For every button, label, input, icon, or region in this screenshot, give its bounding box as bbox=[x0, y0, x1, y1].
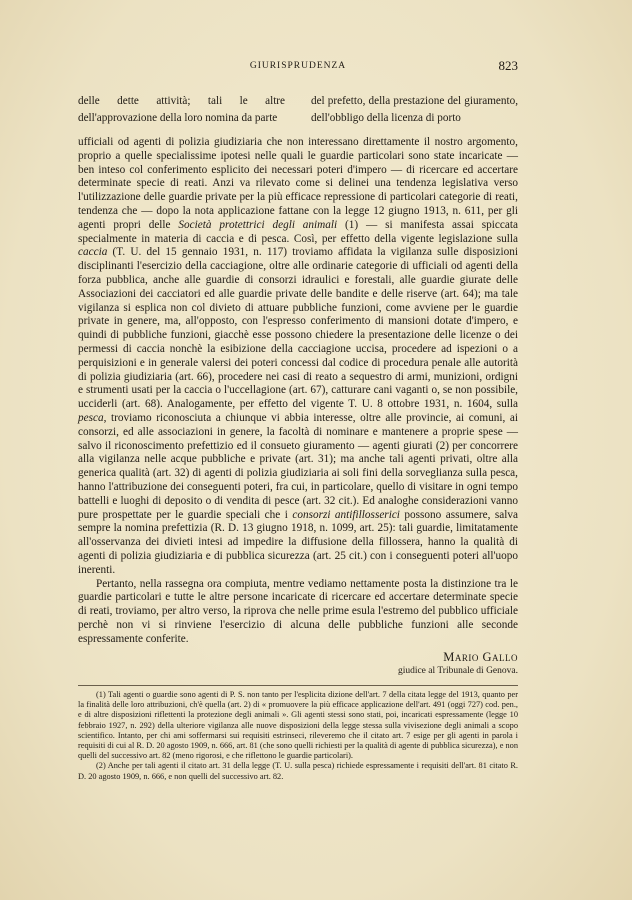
italic-term: Società protettrici degli animali bbox=[178, 218, 338, 231]
column-left-text: delle dette attività; tali le altre dell'approvazione della loro nomina da parte bbox=[78, 95, 285, 124]
footnote-2: (2) Anche per tali agenti il citato art. 31 della legge (T. U. sulla pesca) richiede espressamente i requisiti dell'art. 81 citato R. D. 20 agosto 1909, n. 666, e non quelli del successivo art. 82. bbox=[78, 761, 518, 781]
paragraph-2: Pertanto, nella rassegna ora compiuta, mentre vediamo nettamente posta la distinzione tra le guardie particolari e tutte le altre persone incaricate di ricercare ed accertare determinate specie di reati, troviamo, per altro verso, la riprova che nelle prime esula l'estremo del pubblico ufficiale perchè non vi si rinviene l'esercizio di alcuna delle pubbliche funzioni alle seconde espressamente conferite. bbox=[78, 577, 518, 645]
footnote-divider bbox=[78, 685, 518, 686]
author-name: Mario Gallo bbox=[443, 650, 518, 664]
main-body bbox=[78, 136, 518, 646]
top-two-columns bbox=[78, 93, 518, 129]
running-title: GIURISPRUDENZA bbox=[249, 61, 347, 71]
page-number: 823 bbox=[498, 58, 518, 73]
italic-term: consorzi antifillosserici bbox=[292, 508, 400, 521]
paragraph-1: ufficiali od agenti di polizia giudiziaria che non interessano direttamente il nostro argomento, proprio a quelle specialissime ipotesi nelle quali le guardie particolari sono state incaricate — ben inteso col conferimento esplicito dei necessari poteri d'impero — di ricercare ed accertare determinate specie di reati. Anzi va rilevato come si delinei una tendenza legislativa verso l'utilizzazione delle guardie private per la più efficace repressione di particolari categorie di reati, tendenza che — dopo la nota applicazione fattane con la legge 12 giugno 1913, n. 611, per gli agenti propri delle Società protettrici degli animali (1) — si manifesta assai spiccata specialmente in materia di caccia e di pesca. Così, per effetto della vigente legislazione sulla caccia (T. U. del 15 gennaio 1931, n. 117) troviamo affidata la vigilanza sulle disposizioni disciplinanti l'esercizio della cacciagione, oltre alle ordinarie categorie di ufficiali od agenti della forza pubblica, anche alle guardie di consorzi idraulici e forestali, alle guardie giurate delle Associazioni dei cacciatori ed alle guardie private delle bandite e delle riserve (art. 64); ma tale vigilanza si esplica non col divieto di attuare pubbliche funzioni, come avviene per le guardie private in genere, ma, all'opposto, con l'espresso conferimento di mansioni dotate d'impero, e quindi di pubbliche funzioni, giacchè esse possono chiedere la presentazione delle licenze o dei permessi di caccia nonchè la esibizione della cacciagione uccisa, procedere ad ispezioni o a perquisizioni e in generale valersi dei poteri concessi dal codice di procedura penale alle autorità di polizia giudiziaria (art. 66), procedere nei casi di reato a sequestro di armi, munizioni, ordigni e strumenti usati per la caccia o l'uccellagione (art. 67), catturare cani vaganti o, se non possibile, ucciderli (art. 68). Analogamente, per effetto del vigente T. U. 8 ottobre 1931, n. 1604, sulla pesca, troviamo riconosciuta a chiunque vi abbia interesse, oltre alle provincie, ai comuni, ai consorzi, ed alle associazioni in genere, la facoltà di nominare e mantenere a proprie spese — salvo il riconoscimento prefettizio ed il consueto giuramento — agenti giurati (2) per concorrere alla vigilanza nelle acque pubbliche e private (art. 31); ma anche tali agenti privati, oltre alla generica qualità (art. 32) di agenti di polizia giudiziaria ai soli fini della sorveglianza sulla pesca, hanno l'attribuzione dei conseguenti poteri, fra cui, in particolare, quello di visitare in ogni tempo battelli e luoghi di deposito o di vendita di pesce (art. 32 cit.). Ed analoghe considerazioni vanno pure prospettate per le guardie speciali che i consorzi antifillosserici possono assumere, salva sempre la nomina prefettizia (R. D. 13 giugno 1918, n. 1099, art. 25): tali guardie, limitatamente all'osservanza dei divieti intesi ad impedire la diffusione della fillossera, hanno la qualità di agenti di polizia giudiziaria e di pubblica sicurezza (art. 25 cit.) con i conseguenti poteri all'uopo inerenti. bbox=[78, 136, 518, 576]
footnotes bbox=[78, 690, 518, 782]
column-right-text: del prefetto, della prestazione del giuramento, dell'obbligo della licenza di porto bbox=[311, 95, 518, 124]
author-signature bbox=[78, 650, 518, 676]
author-role: giudice al Tribunale di Genova. bbox=[397, 666, 518, 676]
italic-term: caccia bbox=[78, 246, 108, 259]
footnote-1: (1) Tali agenti o guardie sono agenti di P. S. non tanto per l'esplicita dizione dell'art. 7 della citata legge del 1913, quanto per la finalità delle loro attribuzioni, ch'è quella (art. 2) di « promuovere la più efficace applicazione dell'art. 491 (oggi 727) cod. pen., e di altre disposizioni riflettenti la protezione degli animali ». Gli agenti stessi sono stati, poi, incaricati espressamente (legge 10 febbraio 1927, n. 292) della ulteriore vigilanza alle nuove disposizioni della legge stessa sulla vivisezione degli animali a scopo scientifico. Intanto, per chi ami soffermarsi sui requisiti estrinseci, rileveremo che il citato art. 7 esige per gli agenti in parola i requisiti di cui al R. D. 20 agosto 1909, n. 666, art. 81 (che sono quelli richiesti per la qualità di agente di pubblica sicurezza), e non quelli del successivo art. 82 (meno rigorosi, e che riflettono le guardie particolari). bbox=[78, 690, 519, 761]
italic-term: pesca bbox=[78, 411, 104, 424]
page-header bbox=[78, 58, 518, 74]
